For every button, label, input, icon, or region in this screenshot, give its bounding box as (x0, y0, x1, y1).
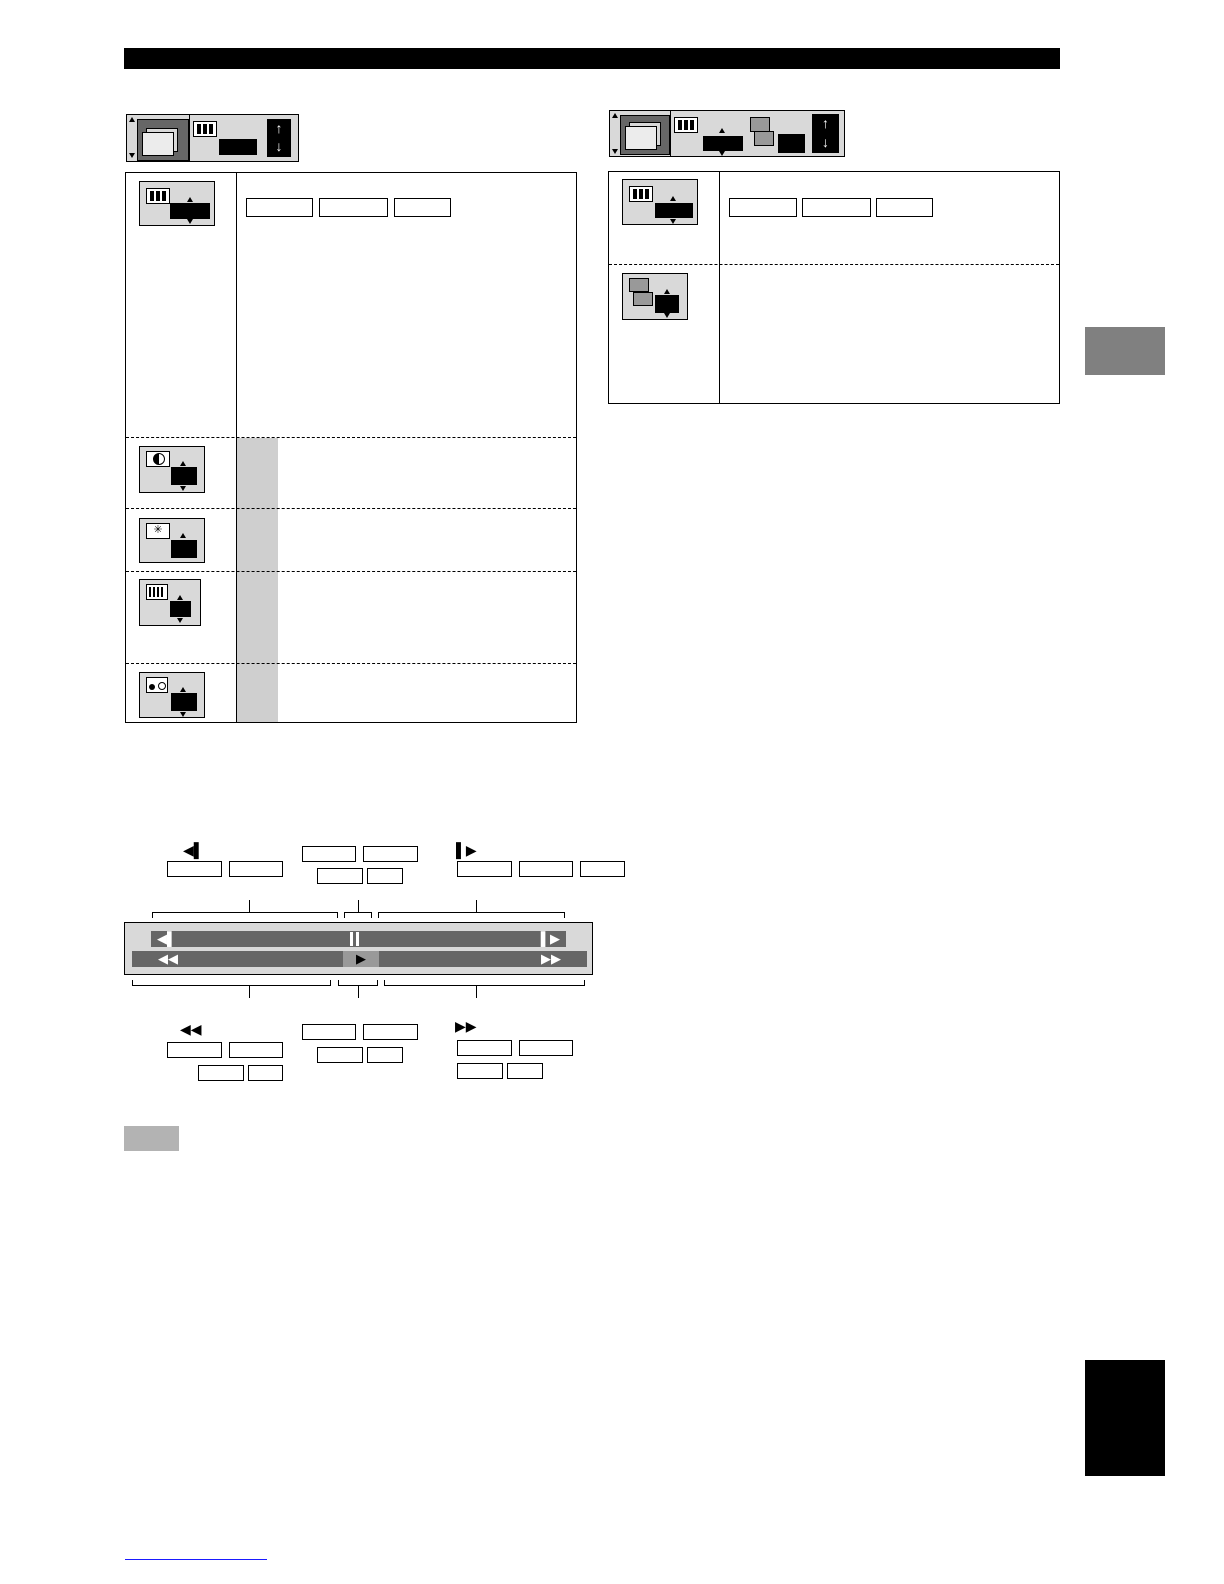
rewind-icon: ◀◀ (180, 1021, 202, 1037)
step-back-icon[interactable]: ◀▌ (157, 931, 177, 946)
header-bar (124, 48, 1060, 69)
option-button-2[interactable] (802, 198, 871, 217)
scroll-arrows-icon[interactable]: ↑ ↓ (812, 114, 839, 153)
button-label-box (317, 1047, 363, 1063)
option-button-1[interactable] (729, 198, 797, 217)
option-button-3[interactable] (394, 198, 451, 217)
language-tab[interactable] (1085, 1360, 1165, 1476)
sharpness-setting-tile[interactable] (139, 579, 201, 626)
button-label-box (457, 1040, 512, 1056)
sharpness-icon (146, 584, 168, 600)
step-back-icon: ◀▌ (183, 842, 204, 858)
button-label-box (457, 1063, 503, 1079)
brightness-setting-tile[interactable] (139, 518, 205, 563)
button-label-box (367, 868, 403, 884)
right-toolbar (609, 110, 845, 157)
step-forward-icon: ▌▶ (456, 842, 477, 858)
option-button-3[interactable] (876, 198, 933, 217)
value-display (703, 136, 743, 151)
note-label (124, 1126, 179, 1151)
left-settings-table (125, 172, 577, 723)
button-label-box (507, 1063, 543, 1079)
button-label-box (167, 861, 222, 877)
aspect-setting-tile[interactable] (622, 179, 698, 225)
speed-bar (132, 951, 587, 967)
button-label-box (519, 1040, 573, 1056)
button-label-box (317, 868, 363, 884)
button-label-box (363, 1024, 418, 1040)
picture-mode-setting-tile[interactable] (622, 273, 688, 320)
footer-link[interactable] (125, 1559, 267, 1560)
pause-icon[interactable] (348, 932, 362, 946)
step-forward-icon[interactable]: ▌▶ (540, 931, 560, 946)
aspect-setting-tile[interactable] (139, 181, 215, 226)
mode-value-display (778, 134, 805, 153)
option-button-2[interactable] (319, 198, 388, 217)
aspect-ratio-icon (193, 121, 217, 137)
button-label-box (248, 1065, 283, 1081)
scroll-up-icon[interactable] (129, 117, 135, 122)
scroll-up-icon[interactable] (612, 113, 618, 118)
description-strip (237, 438, 278, 722)
button-label-box (302, 846, 356, 862)
button-label-box (229, 1042, 283, 1058)
aspect-ratio-icon (629, 186, 653, 202)
button-label-box (367, 1047, 403, 1063)
right-settings-table (608, 171, 1060, 404)
color-icon (146, 677, 168, 693)
video-screen-icon[interactable] (620, 115, 670, 155)
aspect-ratio-icon (674, 117, 698, 133)
rewind-icon[interactable]: ◀◀ (158, 951, 178, 966)
fast-forward-icon: ▶▶ (455, 1018, 477, 1034)
step-bar (151, 931, 566, 947)
section-tab[interactable] (1085, 327, 1165, 375)
button-label-box (519, 861, 573, 877)
button-label-box (198, 1065, 244, 1081)
fast-forward-icon[interactable]: ▶▶ (541, 951, 561, 966)
button-label-box (302, 1024, 356, 1040)
brightness-icon: ✳ (146, 523, 170, 539)
color-setting-tile[interactable] (139, 672, 205, 718)
scroll-arrows-icon[interactable]: ↑ ↓ (267, 119, 291, 157)
scroll-down-icon[interactable] (129, 153, 135, 158)
play-icon[interactable]: ▶ (343, 951, 379, 967)
left-toolbar (126, 114, 299, 162)
button-label-box (229, 861, 283, 877)
button-label-box (457, 861, 512, 877)
contrast-icon (146, 451, 170, 467)
contrast-setting-tile[interactable] (139, 446, 205, 493)
picture-mode-icon (750, 117, 772, 147)
aspect-ratio-icon (146, 188, 170, 204)
value-display (219, 139, 257, 155)
video-screen-icon[interactable] (137, 119, 189, 161)
option-button-1[interactable] (246, 198, 313, 217)
playback-control-panel (124, 922, 593, 975)
scroll-down-icon[interactable] (612, 149, 618, 154)
button-label-box (580, 861, 625, 877)
picture-mode-icon (629, 278, 651, 306)
button-label-box (167, 1042, 222, 1058)
button-label-box (363, 846, 418, 862)
